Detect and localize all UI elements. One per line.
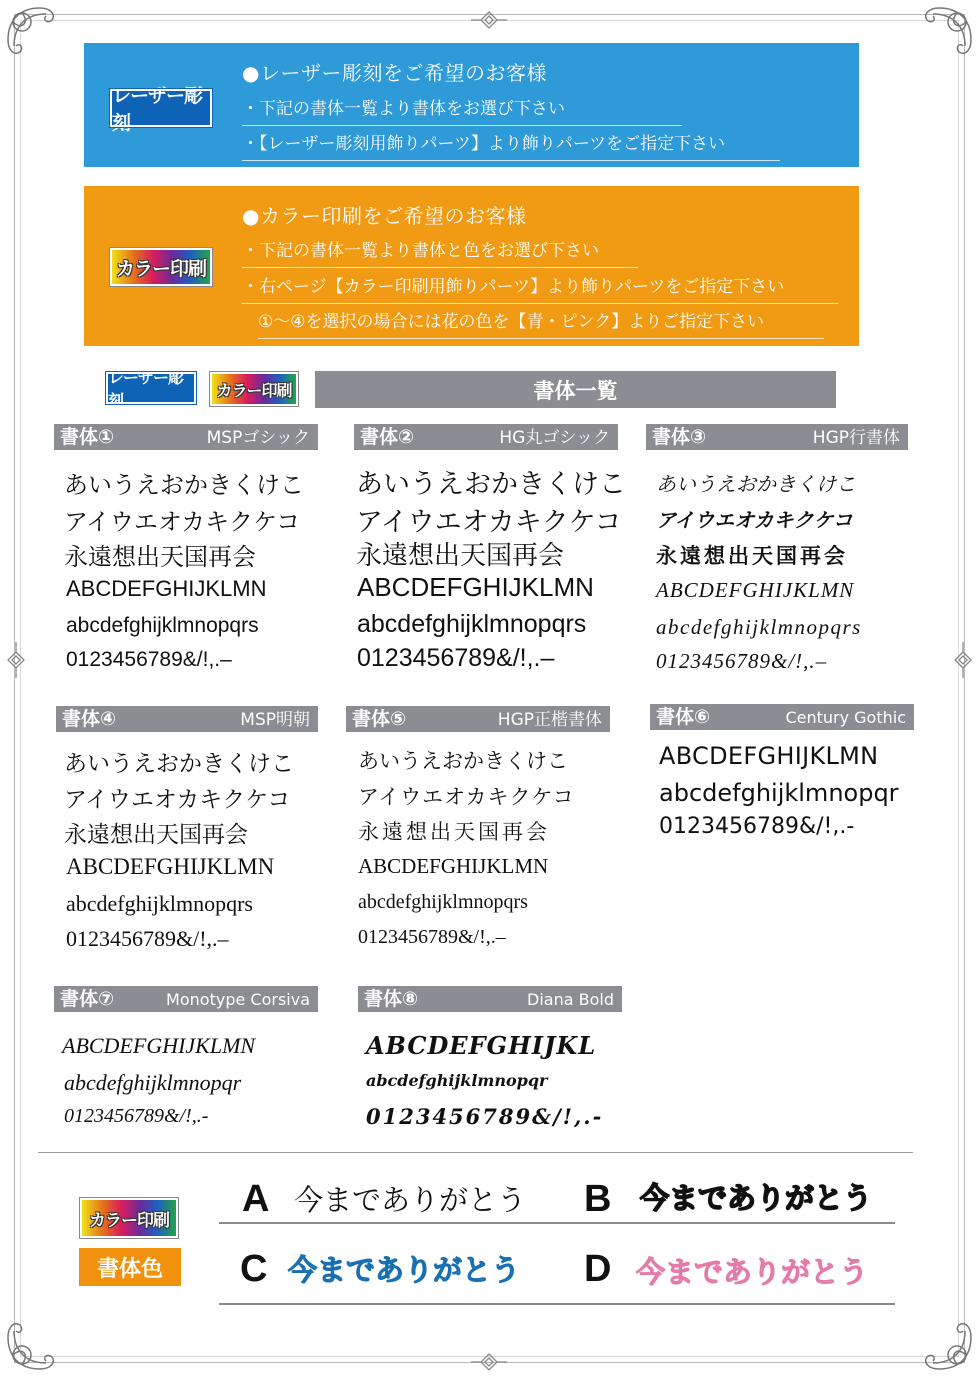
corner-ornament-bottom-left: [0, 1307, 70, 1377]
color-line-2: ・右ページ【カラー印刷用飾りパーツ】より飾りパーツをご指定下さい: [242, 272, 838, 304]
font-3-name: HGP行書体: [812, 428, 900, 448]
font-6-name: Century Gothic: [785, 708, 906, 727]
color-print-banner: [84, 186, 859, 346]
font-8-number: 書体⑧: [364, 988, 419, 1010]
font-6-sample-digits: 0123456789&/!,.-: [659, 814, 855, 839]
font-3-number: 書体③: [652, 426, 707, 448]
font-2-sample-hiragana: あいうえおかきくけこ: [356, 469, 626, 500]
option-c-text: 今までありがとう: [288, 1253, 521, 1287]
option-d-letter: D: [584, 1248, 612, 1290]
font-2-sample-upper: ABCDEFGHIJKLMN: [357, 572, 594, 602]
font-7-header: [54, 986, 318, 1012]
font-2-sample-katakana: アイウエオカキクケコ: [356, 507, 622, 538]
font-1-sample-lower: abcdefghijklmnopqrs: [66, 614, 259, 637]
font-3-sample-lower: abcdefghijklmnopqrs: [656, 615, 862, 639]
option-b-letter: B: [584, 1178, 612, 1220]
font-7-sample-upper: ABCDEFGHIJKLMN: [62, 1033, 256, 1058]
font-2-sample-kanji: 永遠想出天国再会: [356, 541, 565, 571]
font-1-sample-kanji: 永遠想出天国再会: [64, 543, 256, 571]
font-1-name: MSPゴシック: [206, 428, 310, 448]
font-5-sample-kanji: 永遠想出天国再会: [358, 820, 550, 844]
font-4-sample-hiragana: あいうえおかきくけこ: [64, 751, 294, 777]
font-1-sample-digits: 0123456789&/!,.–: [66, 648, 232, 671]
color-line-1: ・下記の書体一覧より書体と色をお選び下さい: [242, 236, 638, 268]
laser-engraving-banner: [84, 43, 859, 167]
font-2-name: HG丸ゴシック: [499, 428, 610, 448]
font-4-sample-katakana: アイウエオカキクケコ: [64, 787, 291, 813]
font-5-name: HGP正楷書体: [497, 710, 602, 730]
option-row-rule-2: [219, 1303, 895, 1305]
font-3-sample-katakana: アイウエオカキクケコ: [656, 508, 853, 532]
color-line-3: ①～④を選択の場合には花の色を【青・ピンク】よりご指定下さい: [258, 307, 824, 339]
font-7-sample-lower: abcdefghijklmnopqr: [64, 1070, 242, 1095]
option-c-letter: C: [240, 1248, 268, 1290]
font-list-color-badge: カラー印刷: [210, 372, 298, 406]
font-5-sample-digits: 0123456789&/!,.–: [358, 926, 506, 948]
corner-ornament-bottom-right: [909, 1307, 979, 1377]
font-4-name: MSP明朝: [240, 710, 310, 730]
option-a-text: 今までありがとう: [294, 1183, 527, 1217]
option-a-letter: A: [242, 1178, 270, 1220]
font-6-number: 書体⑥: [656, 706, 711, 728]
font-6-header: [650, 704, 914, 730]
laser-line-1: ・下記の書体一覧より書体をお選び下さい: [242, 94, 682, 126]
font-4-number: 書体④: [62, 708, 117, 730]
corner-ornament-top-right: [909, 0, 979, 70]
font-4-sample-upper: ABCDEFGHIJKLMN: [66, 854, 275, 879]
font-2-header: [354, 424, 618, 450]
font-list-laser-badge: レーザー彫刻: [106, 372, 196, 404]
font-6-sample-upper: ABCDEFGHIJKLMN: [659, 742, 879, 770]
font-6-sample-lower: abcdefghijklmnopqr: [659, 779, 899, 807]
font-5-sample-hiragana: あいうえおかきくけこ: [358, 749, 568, 773]
font-1-sample-upper: ABCDEFGHIJKLMN: [66, 576, 267, 601]
font-7-sample-digits: 0123456789&/!,.-: [64, 1105, 209, 1127]
option-d-text: 今までありがとう: [636, 1255, 869, 1289]
font-2-number: 書体②: [360, 426, 415, 448]
font-3-header: [646, 424, 908, 450]
font-5-sample-katakana: アイウエオカキクケコ: [358, 785, 575, 809]
font-1-header: [54, 424, 318, 450]
font-1-sample-katakana: アイウエオカキクケコ: [64, 508, 301, 536]
font-7-name: Monotype Corsiva: [166, 990, 310, 1009]
font-4-sample-lower: abcdefghijklmnopqrs: [66, 891, 253, 916]
font-2-sample-digits: 0123456789&/!,.–: [357, 644, 555, 672]
font-5-sample-lower: abcdefghijklmnopqrs: [358, 891, 528, 913]
font-8-sample-upper: ABCDEFGHIJKL: [366, 1031, 597, 1060]
font-3-sample-upper: ABCDEFGHIJKLMN: [656, 578, 855, 602]
corner-ornament-top-left: [0, 0, 70, 70]
font-list-title: 書体一覧: [315, 371, 836, 408]
color-heading: ●カラー印刷をご希望のお客様: [242, 204, 527, 228]
font-3-sample-hiragana: あいうえおかきくけこ: [656, 472, 856, 496]
font-8-sample-lower: abcdefghijklmnopqr: [366, 1071, 548, 1090]
font-4-sample-digits: 0123456789&/!,.–: [66, 926, 229, 951]
section-divider: [38, 1152, 913, 1153]
laser-line-2: ・【レーザー彫刻用飾りパーツ】より飾りパーツをご指定下さい: [242, 129, 780, 161]
font-3-sample-digits: 0123456789&/!,.–: [656, 649, 828, 673]
font-5-header: [346, 706, 610, 732]
option-b-text: 今までありがとう: [640, 1181, 873, 1215]
text-color-print-badge: カラー印刷: [80, 1198, 178, 1238]
font-1-sample-hiragana: あいうえおかきくけこ: [64, 471, 304, 499]
laser-badge: レーザー彫刻: [110, 89, 212, 127]
laser-heading: ●レーザー彫刻をご希望のお客様: [242, 61, 547, 85]
text-color-label: 書体色: [79, 1248, 181, 1286]
font-5-sample-upper: ABCDEFGHIJKLMN: [358, 854, 549, 878]
font-8-sample-digits: 0123456789&/!,.-: [366, 1104, 604, 1129]
font-8-header: [358, 986, 622, 1012]
font-8-name: Diana Bold: [527, 990, 614, 1009]
diamond-ornament-right: [953, 640, 973, 680]
font-7-number: 書体⑦: [60, 988, 115, 1010]
font-2-sample-lower: abcdefghijklmnopqrs: [357, 610, 587, 638]
option-row-rule-1: [219, 1222, 895, 1224]
color-print-badge: カラー印刷: [110, 248, 212, 286]
font-4-header: [56, 706, 318, 732]
font-3-sample-kanji: 永遠想出天国再会: [656, 543, 848, 568]
font-1-number: 書体①: [60, 426, 115, 448]
font-4-sample-kanji: 永遠想出天国再会: [64, 822, 248, 848]
diamond-ornament-top: [469, 10, 509, 30]
diamond-ornament-bottom: [469, 1352, 509, 1372]
font-5-number: 書体⑤: [352, 708, 407, 730]
diamond-ornament-left: [6, 640, 26, 680]
